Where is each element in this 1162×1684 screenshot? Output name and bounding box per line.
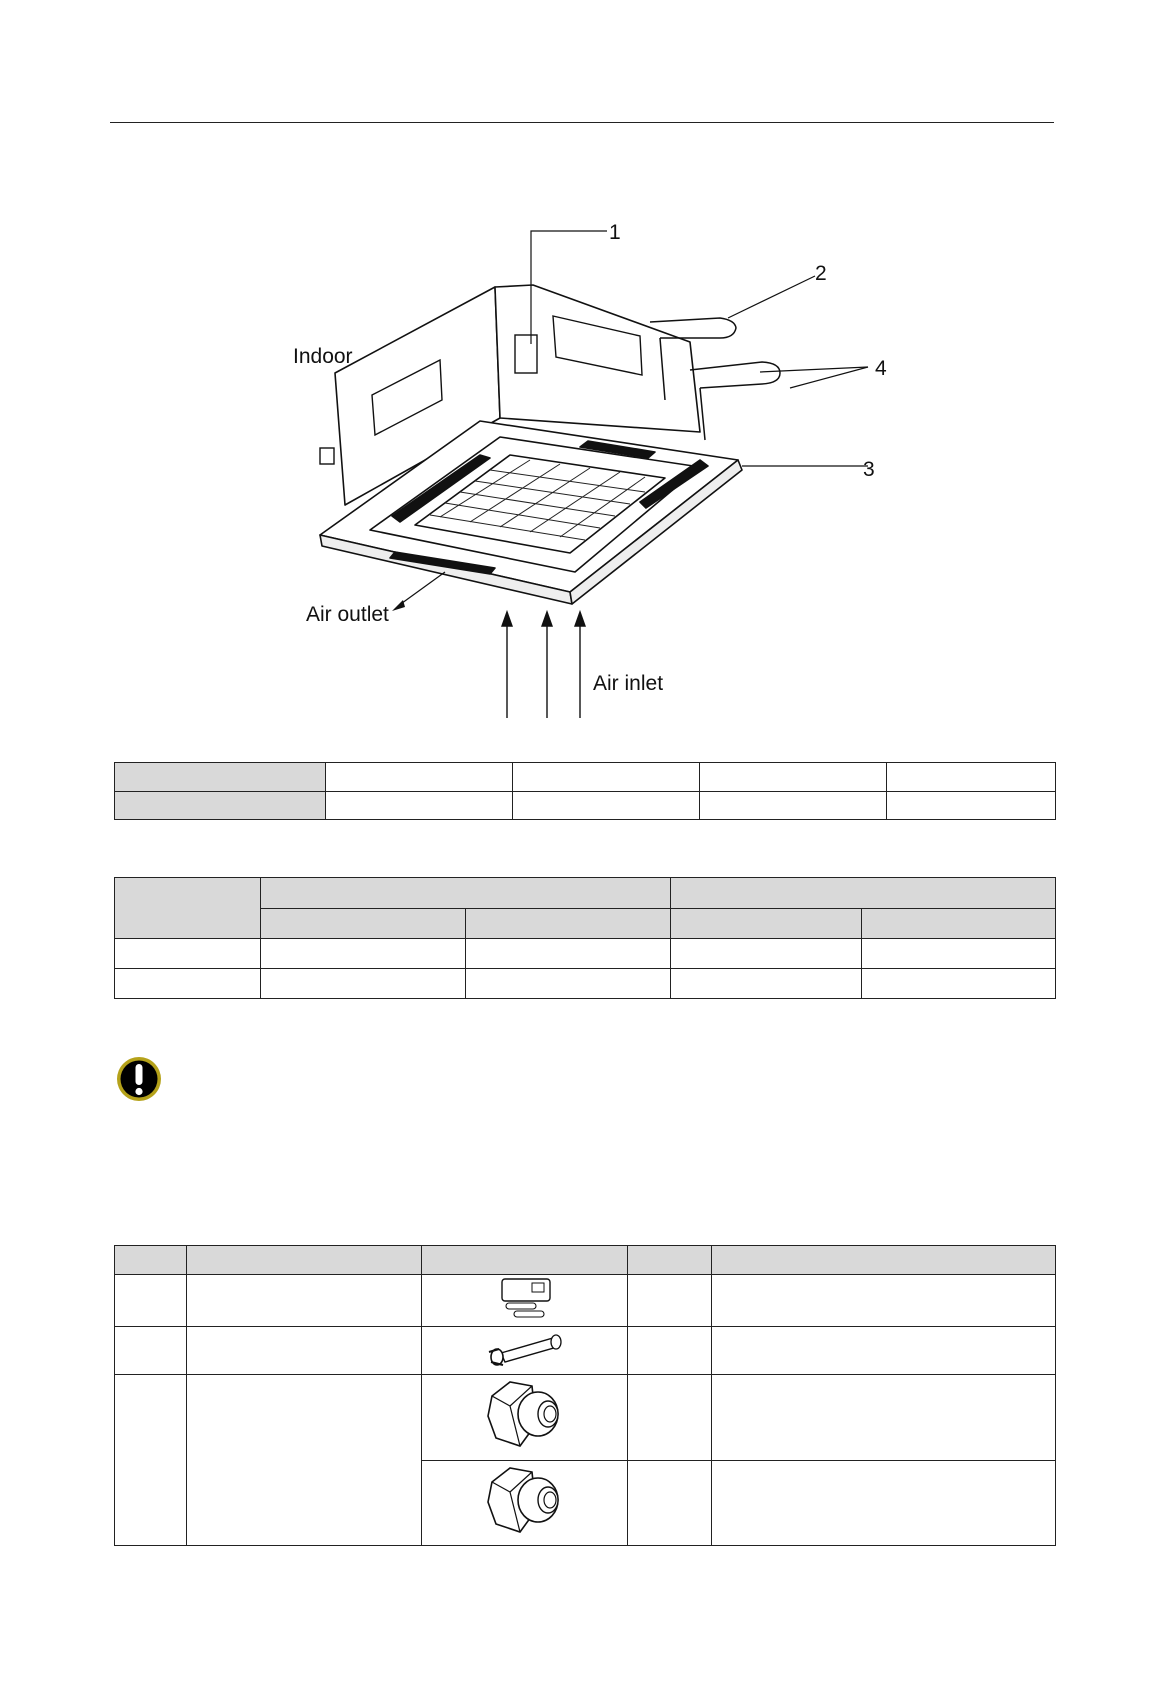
table-cell <box>422 1375 628 1461</box>
table-header-cell <box>261 909 466 939</box>
table-header-cell <box>115 1246 187 1275</box>
callout-2: 2 <box>815 262 827 285</box>
table-cell <box>712 1461 1056 1546</box>
table-cell <box>115 969 261 999</box>
table-cell <box>115 1375 187 1546</box>
table-row <box>115 1375 1056 1461</box>
table-cell <box>115 763 326 792</box>
callout-3: 3 <box>863 458 875 481</box>
table-cell <box>115 939 261 969</box>
indoor-unit-drawing <box>0 0 1162 730</box>
nut-fitting-icon <box>480 1376 570 1454</box>
exclamation-warning-icon <box>115 1055 163 1103</box>
table-header-cell <box>422 1246 628 1275</box>
table-row <box>115 939 1056 969</box>
table-header-cell <box>115 878 261 939</box>
callout-1: 1 <box>609 221 621 244</box>
nut-fitting-icon <box>480 1462 570 1540</box>
table-cell <box>261 969 466 999</box>
table-cell <box>628 1275 712 1327</box>
table-row <box>115 1246 1056 1275</box>
indoor-unit-diagram <box>0 0 1162 730</box>
table-cell <box>887 763 1056 792</box>
indoor-label: Indoor <box>293 345 353 368</box>
table-2 <box>114 877 1056 999</box>
table-header-cell <box>671 878 1056 909</box>
table-header-cell <box>671 909 862 939</box>
table-cell <box>712 1275 1056 1327</box>
table-cell <box>422 1275 628 1327</box>
table-cell <box>466 969 671 999</box>
table-cell <box>700 763 887 792</box>
table-header-cell <box>628 1246 712 1275</box>
table-header-cell <box>712 1246 1056 1275</box>
table-row <box>115 1327 1056 1375</box>
table-cell <box>115 1327 187 1375</box>
table-cell <box>115 791 326 820</box>
table-row <box>115 791 1056 820</box>
table-row <box>115 763 1056 792</box>
table-cell <box>887 791 1056 820</box>
table-cell <box>187 1275 422 1327</box>
table-cell <box>671 939 862 969</box>
table-1 <box>114 762 1056 820</box>
table-cell <box>187 1375 422 1546</box>
table-cell <box>700 791 887 820</box>
table-cell <box>862 939 1056 969</box>
table-header-cell <box>261 878 671 909</box>
table-cell <box>862 969 1056 999</box>
table-cell <box>422 1461 628 1546</box>
air-outlet-label: Air outlet <box>306 603 389 626</box>
table-header-cell <box>466 909 671 939</box>
table-cell <box>671 969 862 999</box>
table-row <box>115 969 1056 999</box>
table-cell <box>628 1327 712 1375</box>
callout-4: 4 <box>875 357 887 380</box>
table-cell <box>712 1327 1056 1375</box>
table-header-cell <box>187 1246 422 1275</box>
table-cell <box>261 939 466 969</box>
table-cell <box>628 1461 712 1546</box>
drain-hose-with-clamp-icon <box>475 1328 575 1368</box>
table-cell <box>326 791 513 820</box>
remote-controller-with-batteries-icon <box>480 1275 570 1321</box>
table-cell <box>115 1275 187 1327</box>
table-cell <box>466 939 671 969</box>
table-row <box>115 878 1056 909</box>
table-cell <box>326 763 513 792</box>
table-cell <box>628 1375 712 1461</box>
table-header-cell <box>862 909 1056 939</box>
air-inlet-label: Air inlet <box>593 672 664 695</box>
table-cell <box>422 1327 628 1375</box>
accessories-table <box>114 1245 1056 1546</box>
table-cell <box>712 1375 1056 1461</box>
table-cell <box>513 791 700 820</box>
table-cell <box>513 763 700 792</box>
table-row <box>115 1275 1056 1327</box>
table-cell <box>187 1327 422 1375</box>
